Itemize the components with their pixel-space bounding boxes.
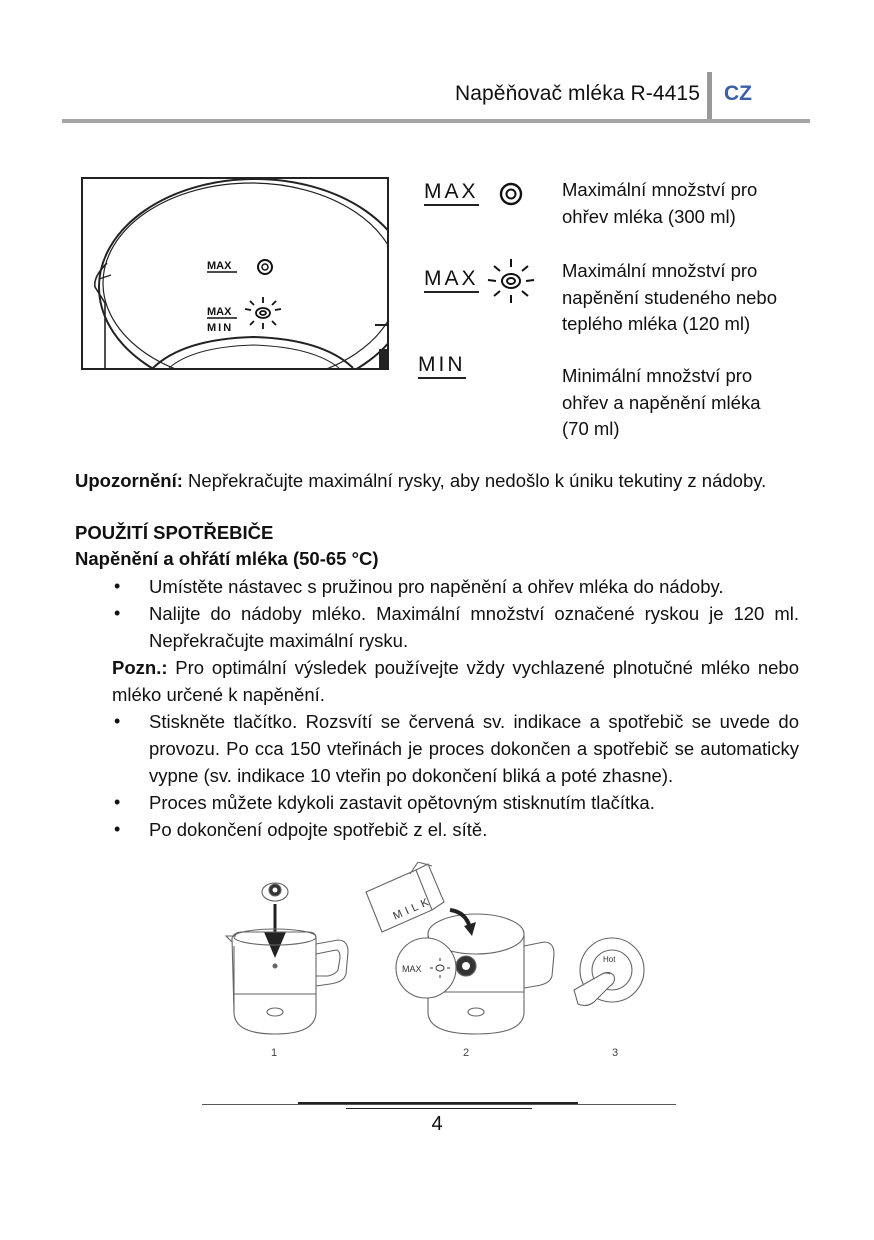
froth-icon xyxy=(245,297,281,329)
section-title: POUŽITÍ SPOTŘEBIČE xyxy=(75,522,274,543)
max-froth-icon xyxy=(486,256,536,306)
step-2-number: 2 xyxy=(463,1047,470,1059)
warning-paragraph xyxy=(75,467,799,494)
list-item: • Umístěte nástavec s pružinou pro napěnění a ohřev mléka do nádoby. xyxy=(112,573,799,600)
legend-max-heat-description: Maximální množství pro ohřev mléka (300 ml) xyxy=(562,179,758,227)
step-1-number: 1 xyxy=(271,1047,278,1059)
header-separator xyxy=(707,72,712,120)
warning-label: Upozornění: xyxy=(75,470,183,491)
legend-min-label: MIN xyxy=(418,354,466,379)
warning-text: Nepřekračujte maximální rysky, aby nedošlo k úniku tekutiny z nádoby. xyxy=(182,470,767,491)
footer-rule-mid xyxy=(298,1102,578,1104)
step-1-illustration xyxy=(226,883,348,1034)
footer-rule-inner xyxy=(346,1108,532,1109)
step-3-illustration xyxy=(574,938,644,1006)
legend-min-description: Minimální množství pro ohřev a napěnění mléka (70 ml) xyxy=(562,365,761,439)
list-item: • Proces můžete kdykoli zastavit opětovným stisknutím tlačítka. xyxy=(112,789,799,816)
header-rule xyxy=(62,119,810,123)
instruction-list-b xyxy=(112,708,799,843)
note-paragraph xyxy=(112,654,799,708)
language-code: CZ xyxy=(724,82,752,105)
step-3-number: 3 xyxy=(612,1047,619,1059)
jug-min-mark: MIN xyxy=(207,322,234,334)
legend-max-heat-label: MAX xyxy=(424,181,479,206)
step-2-max-mark: MAX xyxy=(402,964,422,974)
legend-max-froth-description: Maximální množství pro napěnění studeného nebo teplého mléka (120 ml) xyxy=(562,260,778,334)
list-item: • Stiskněte tlačítko. Rozsvítí se červená sv. indikace a spotřebič se uvede do provozu. Po cca 150 vteřinách je proces dokončen a spotřebič se automaticky vypne (sv. indikace 10 vteřin po dokončení bliká a poté zhasne). xyxy=(112,708,799,789)
jug-illustration xyxy=(83,179,387,368)
jug-fill-marks-figure xyxy=(81,177,389,370)
section-subtitle: Napěnění a ohřátí mléka (50-65 °C) xyxy=(75,548,379,569)
max-heat-icon xyxy=(498,181,524,207)
legend-max-froth-label: MAX xyxy=(424,268,479,293)
list-item: • Po dokončení odpojte spotřebič z el. sítě. xyxy=(112,816,799,843)
hot-button-label: Hot xyxy=(603,955,616,964)
jug-max-froth-mark: MAX xyxy=(207,306,232,318)
step-2-illustration xyxy=(366,862,554,1034)
instruction-list-a xyxy=(112,573,799,654)
document-title: Napěňovač mléka R-4415 xyxy=(454,82,700,105)
page-number: 4 xyxy=(431,1113,443,1135)
note-text: Pro optimální výsledek používejte vždy vychlazené plnotučné mléko nebo mléko určené k napěnění. xyxy=(112,657,799,705)
usage-steps-illustration xyxy=(222,862,662,1072)
milk-carton-label: MILK xyxy=(391,894,435,923)
note-label: Pozn.: xyxy=(112,657,168,678)
jug-max-heat-mark: MAX xyxy=(207,260,232,272)
list-item: • Nalijte do nádoby mléko. Maximální množství označené ryskou je 120 ml. Nepřekračujte maximální rysku. xyxy=(112,600,799,654)
footer-rule-outer xyxy=(202,1104,676,1105)
